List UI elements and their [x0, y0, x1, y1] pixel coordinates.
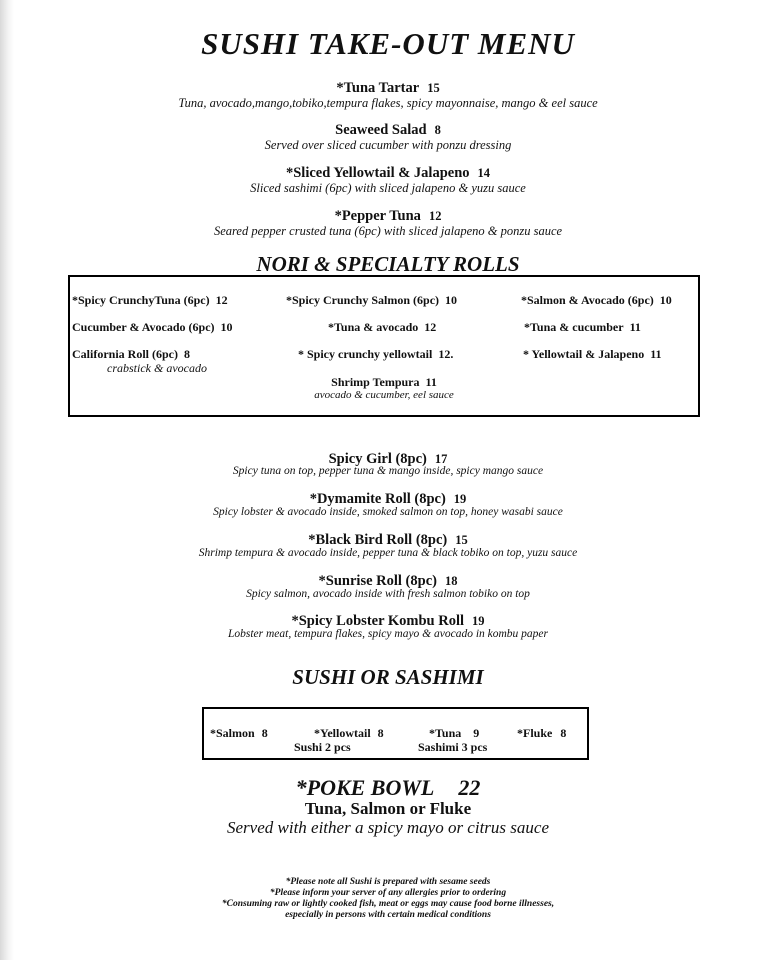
item-price: 15 — [427, 81, 440, 95]
roll-name: * Yellowtail & Jalapeno — [523, 347, 645, 361]
roll-item — [70, 375, 698, 390]
item-name: *Sliced Yellowtail & Jalapeno — [285, 165, 470, 181]
item-name: *Sunrise Roll (8pc) — [318, 573, 437, 589]
roll-item — [524, 320, 641, 335]
roll-price: 11 — [629, 320, 641, 334]
section-heading-sushi: SUSHI OR SASHIMI — [292, 665, 484, 689]
sushi-box — [202, 707, 589, 760]
footnote: *Please note all Sushi is prepared with sesame seeds — [285, 877, 491, 887]
sushi-item — [210, 726, 268, 741]
sushi-item — [517, 726, 566, 741]
nori-rolls-box — [68, 275, 700, 417]
item-description: Spicy tuna on top, pepper tuna & mango inside, spicy mango sauce — [232, 465, 544, 477]
menu-item — [0, 164, 776, 182]
item-price: 15 — [455, 533, 468, 547]
roll-name: Cucumber & Avocado (6pc) — [72, 320, 215, 334]
sushi-name: *Yellowtail — [314, 726, 371, 740]
roll-price: 12. — [438, 347, 454, 361]
roll-price: 10 — [659, 293, 672, 307]
roll-price: 12 — [424, 320, 437, 334]
poke-description: Served with either a spicy mayo or citrus sauce — [227, 818, 549, 837]
item-description: Seared pepper crusted tuna (6pc) with sliced jalapeno & ponzu sauce — [213, 224, 563, 238]
item-price: 12 — [428, 209, 442, 223]
item-price: 8 — [434, 123, 441, 137]
sushi-name: *Tuna — [429, 726, 462, 740]
sashimi-portion-note: Sashimi 3 pcs — [418, 740, 488, 754]
roll-item — [72, 293, 228, 308]
item-name: *Black Bird Roll (8pc) — [308, 532, 448, 548]
item-name: *Spicy Lobster Kombu Roll — [291, 613, 465, 629]
footnote: *Consuming raw or lightly cooked fish, meat or eggs may cause food borne illnesses, — [221, 899, 555, 909]
item-price: 18 — [444, 574, 458, 588]
poke-bowl-heading — [0, 775, 776, 801]
roll-price: 8 — [184, 347, 190, 361]
item-price: 17 — [434, 452, 448, 466]
item-description: Sliced sashimi (6pc) with sliced jalapeno & yuzu sauce — [250, 181, 526, 195]
roll-price: 11 — [425, 375, 437, 389]
sushi-portion-note: Sushi 2 pcs — [294, 740, 351, 754]
item-name: Seaweed Salad — [335, 122, 427, 138]
item-description: Lobster meat, tempura flakes, spicy mayo & avocado in kombu paper — [227, 628, 549, 640]
roll-name: California Roll (6pc) — [72, 347, 178, 361]
sushi-item — [314, 726, 384, 741]
roll-item — [521, 293, 672, 308]
footnote: *Please inform your server of any allergies prior to ordering — [269, 888, 507, 898]
menu-item — [0, 207, 776, 225]
roll-name: Shrimp Tempura — [331, 375, 420, 389]
menu-item — [0, 121, 776, 139]
roll-name: *Tuna & cucumber — [524, 320, 624, 334]
sushi-item — [429, 726, 479, 741]
poke-title: *POKE BOWL — [295, 775, 435, 800]
item-name: *Tuna Tartar — [336, 80, 420, 96]
sushi-price: 8 — [377, 726, 384, 740]
roll-price: 10 — [220, 320, 233, 334]
roll-price: 11 — [650, 347, 662, 361]
item-description: Spicy lobster & avocado inside, smoked salmon on top, honey wasabi sauce — [213, 506, 563, 518]
roll-description: crabstick & avocado — [107, 361, 207, 375]
item-name: *Dymamite Roll (8pc) — [309, 491, 446, 507]
item-description: Served over sliced cucumber with ponzu dressing — [264, 138, 512, 152]
roll-name: *Tuna & avocado — [328, 320, 419, 334]
roll-name: *Spicy Crunchy Salmon (6pc) — [286, 293, 440, 307]
poke-options: Tuna, Salmon or Fluke — [304, 799, 472, 818]
item-description: Spicy salmon, avocado inside with fresh salmon tobiko on top — [246, 588, 530, 600]
item-price: 14 — [477, 166, 491, 180]
item-name: Spicy Girl (8pc) — [328, 451, 427, 467]
item-price: 19 — [453, 492, 467, 506]
item-price: 19 — [472, 614, 485, 628]
item-name: *Pepper Tuna — [334, 208, 421, 224]
sushi-price: 9 — [473, 726, 480, 740]
roll-item — [286, 293, 457, 308]
roll-price: 10 — [445, 293, 458, 307]
sushi-price: 8 — [261, 726, 268, 740]
menu-item — [0, 79, 776, 97]
roll-price: 12 — [215, 293, 228, 307]
roll-item — [298, 347, 453, 362]
sushi-name: *Salmon — [210, 726, 255, 740]
roll-name: * Spicy crunchy yellowtail — [298, 347, 433, 361]
poke-price: 22 — [458, 775, 481, 800]
roll-item — [72, 347, 190, 362]
sushi-name: *Fluke — [517, 726, 553, 740]
roll-item — [523, 347, 662, 362]
footnote: especially in persons with certain medical conditions — [285, 910, 491, 920]
item-description: Tuna, avocado,mango,tobiko,tempura flakes, spicy mayonnaise, mango & eel sauce — [178, 96, 598, 110]
roll-item — [328, 320, 436, 335]
roll-item — [72, 320, 233, 335]
roll-description: avocado & cucumber, eel sauce — [314, 389, 454, 401]
roll-name: *Spicy CrunchyTuna (6pc) — [72, 293, 210, 307]
roll-name: *Salmon & Avocado (6pc) — [521, 293, 654, 307]
item-description: Shrimp tempura & avocado inside, pepper tuna & black tobiko on top, yuzu sauce — [198, 547, 578, 559]
sushi-price: 8 — [560, 726, 567, 740]
section-heading-nori: NORI & SPECIALTY ROLLS — [256, 252, 520, 276]
menu-title: SUSHI TAKE-OUT MENU — [201, 26, 575, 61]
